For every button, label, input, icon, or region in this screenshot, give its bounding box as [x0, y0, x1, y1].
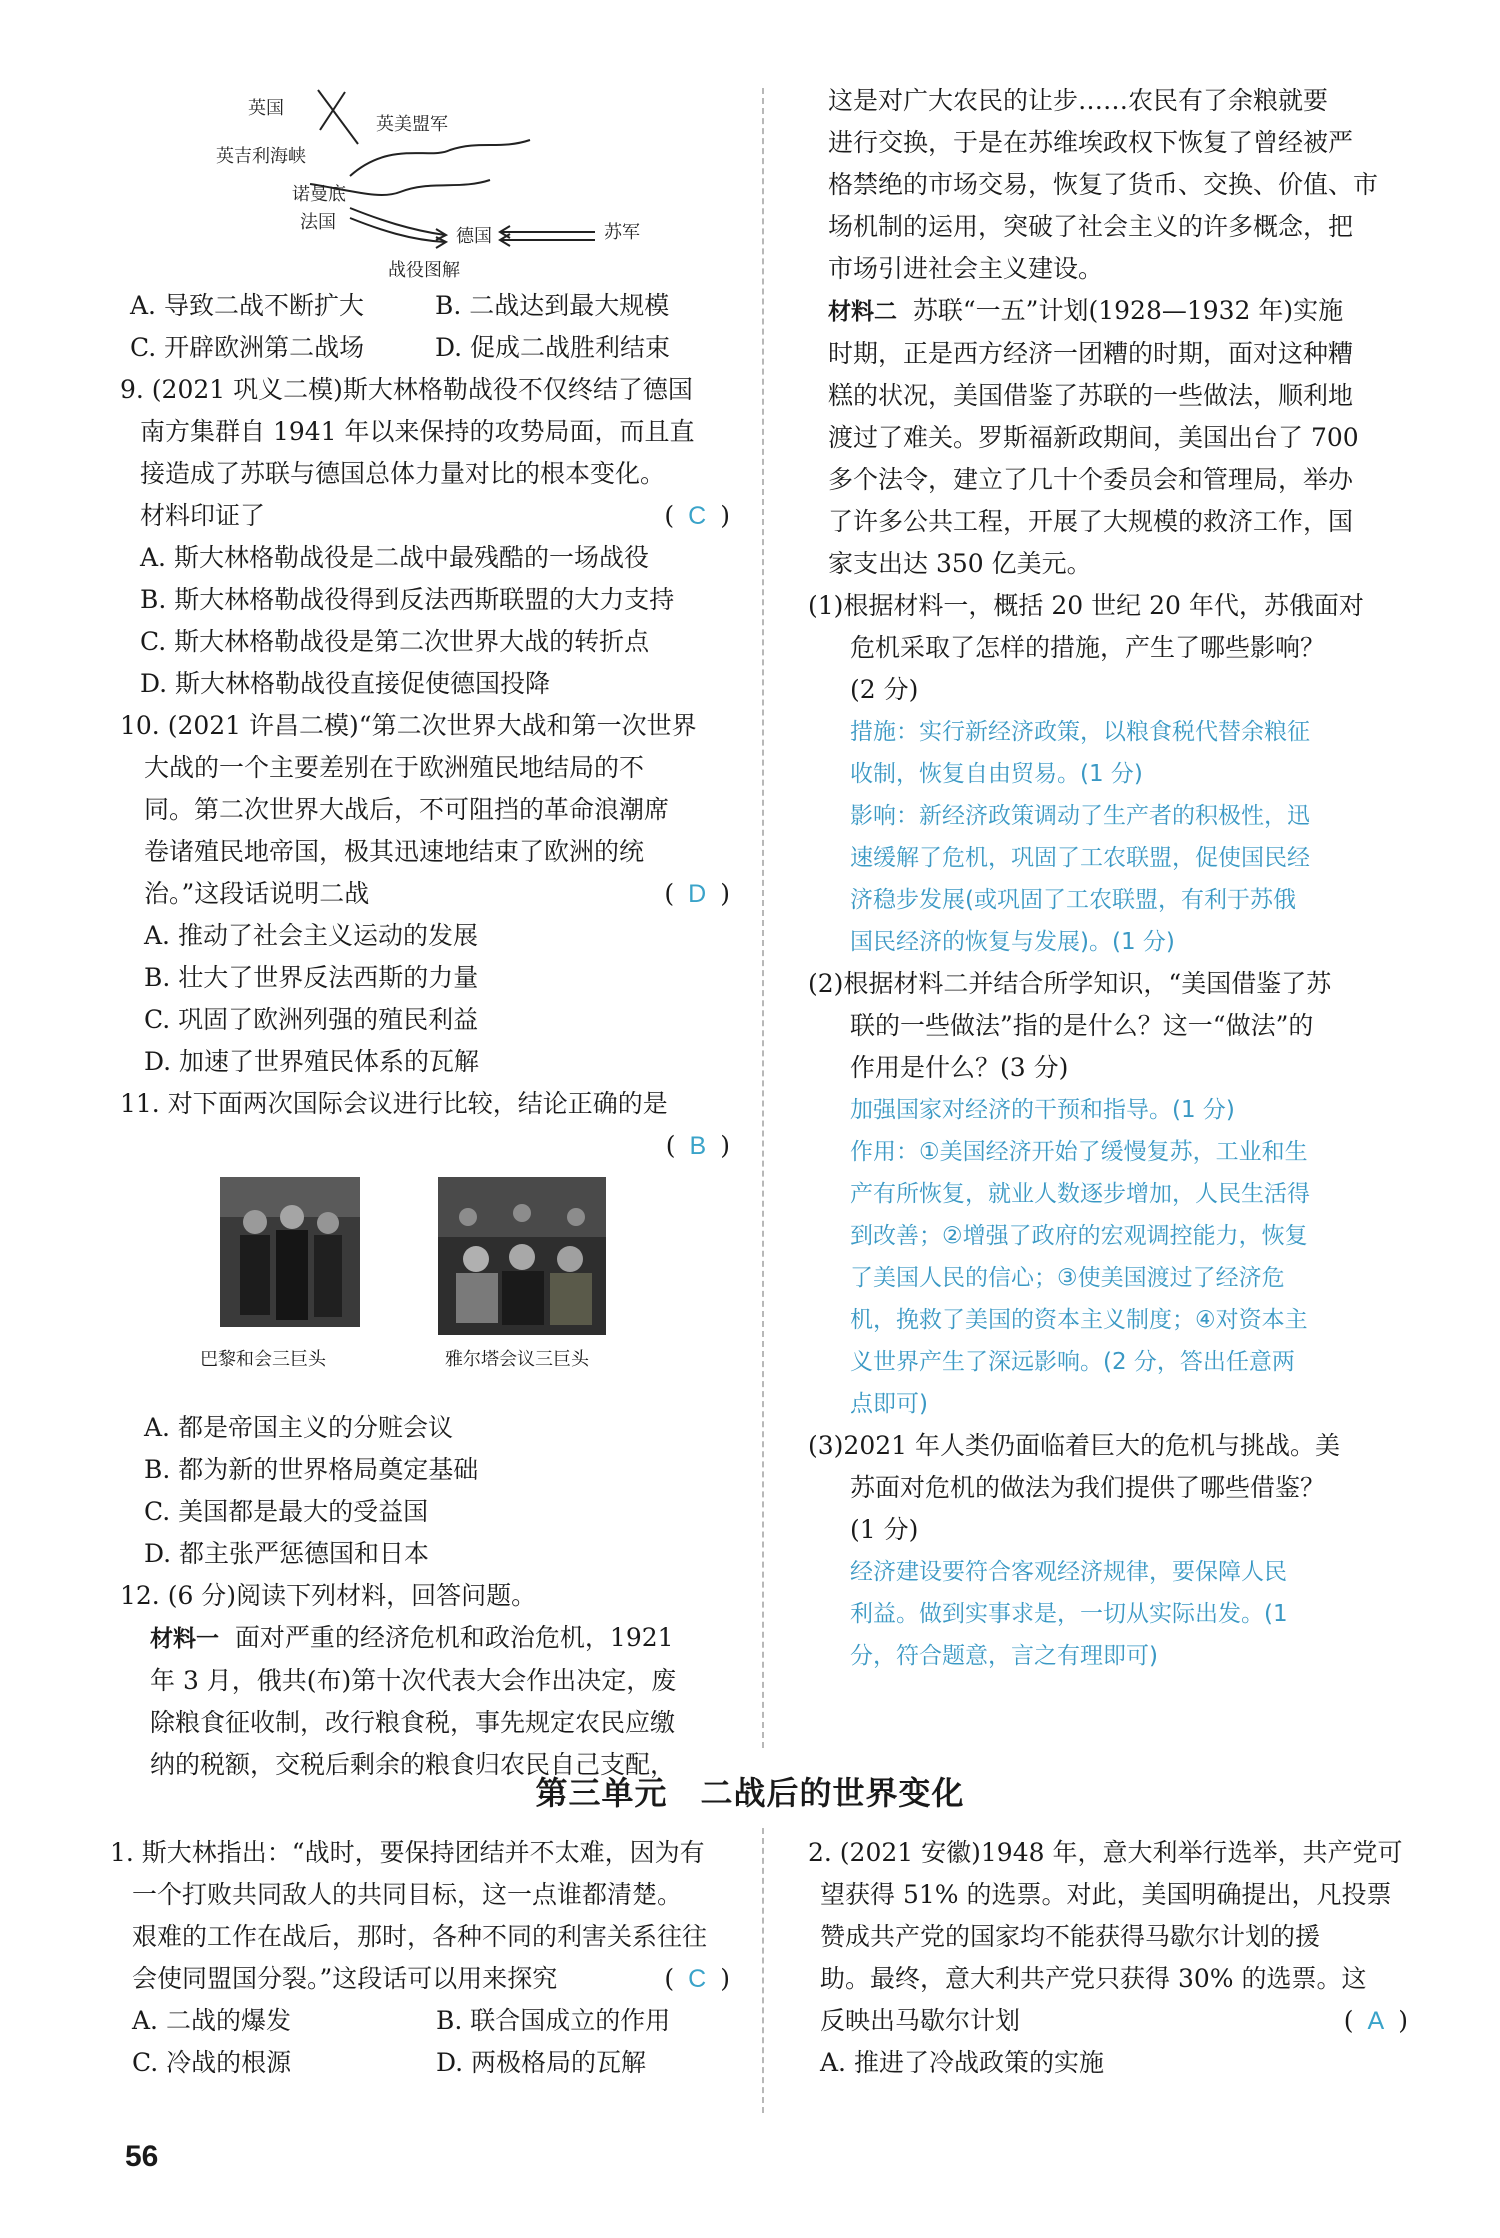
q12-sub3-line3: (1 分) — [850, 1515, 919, 1544]
q10-option-c[interactable]: C. 巩固了欧洲列强的殖民利益 — [144, 1005, 479, 1034]
q12-sub2-line2: 联的一些做法”指的是什么？这一“做法”的 — [850, 1011, 1314, 1040]
q12-answer3-line2: 利益。做到实事求是，一切从实际出发。(1 — [850, 1601, 1288, 1627]
q12-material1-line9: 市场引进社会主义建设。 — [828, 254, 1104, 283]
q11-option-b[interactable]: B. 都为新的世界格局奠定基础 — [144, 1455, 479, 1484]
u3q2-option-a[interactable]: A. 推进了冷战政策的实施 — [820, 2048, 1104, 2077]
q12-answer2-line4: 到改善；②增强了政府的宏观调控能力，恢复 — [850, 1223, 1308, 1249]
q9-option-a[interactable]: A. 斯大林格勒战役是二战中最残酷的一场战役 — [140, 543, 649, 572]
diagram-label-france: 法国 — [300, 212, 336, 233]
q12-material1-line7: 格禁绝的市场交易，恢复了货币、交换、价值、市 — [828, 170, 1379, 199]
u3q1-options-row1 — [120, 2000, 740, 2042]
q12-answer2-line1: 加强国家对经济的干预和指导。(1 分) — [850, 1097, 1235, 1123]
q12-material1-line1: 面对严重的经济危机和政治危机，1921 — [234, 1623, 674, 1652]
unit3-left-column — [110, 1832, 740, 2084]
q12-material1-line5: 这是对广大农民的让步……农民有了余粮就要 — [828, 86, 1329, 115]
u3q1-answer: C — [688, 1965, 707, 1993]
q12-answer2-line7: 义世界产生了深远影响。(2 分，答出任意两 — [850, 1349, 1295, 1375]
u3q1-option-b[interactable]: B. 联合国成立的作用 — [436, 2006, 671, 2035]
q12-answer3-line1: 经济建设要符合客观经济规律，要保障人民 — [850, 1559, 1287, 1585]
question-10 — [120, 705, 740, 1083]
q8-option-a[interactable]: A. 导致二战不断扩大 — [130, 291, 364, 320]
u3q1-stem-line2: 一个打败共同敌人的共同目标，这一点谁都清楚。 — [132, 1880, 683, 1909]
caption-paris-peace-conference: 巴黎和会三巨头 — [200, 1349, 326, 1370]
u3q2-stem-line4: 助。最终，意大利共产党只获得 30% 的选票。这 — [820, 1964, 1367, 1993]
q12-stem-line1: 12. (6 分)阅读下列材料，回答问题。 — [120, 1581, 537, 1610]
q10-answer: D — [688, 880, 707, 908]
q12-material2-line1: 苏联“一五”计划(1928—1932 年)实施 — [912, 296, 1344, 325]
column-divider-bottom — [762, 1828, 764, 2113]
q9-stem-line4: 材料印证了 — [140, 501, 266, 530]
q9-option-b[interactable]: B. 斯大林格勒战役得到反法西斯联盟的大力支持 — [140, 585, 675, 614]
q8-option-b[interactable]: B. 二战达到最大规模 — [435, 291, 670, 320]
page-number: 56 — [125, 2140, 159, 2173]
q12-answer1-line1: 措施：实行新经济政策，以粮食税代替余粮征 — [850, 719, 1310, 745]
diagram-label-ussr: 苏军 — [604, 222, 640, 243]
yalta-conference-photo — [438, 1177, 606, 1335]
q12-material2-line5: 多个法令，建立了几十个委员会和管理局，举办 — [828, 465, 1354, 494]
u3q1-option-d[interactable]: D. 两极格局的瓦解 — [436, 2048, 647, 2077]
q8-options-row1 — [120, 285, 740, 327]
u3q2-stem-line2: 望获得 51% 的选票。对此，美国明确提出，凡投票 — [820, 1880, 1392, 1909]
u3q1-stem-line1: 1. 斯大林指出：“战时，要保持团结并不太难，因为有 — [110, 1838, 705, 1867]
q12-material2-line6: 了许多公共工程，开展了大规模的救济工作，国 — [828, 507, 1354, 536]
u3q1-option-c[interactable]: C. 冷战的根源 — [132, 2048, 292, 2077]
column-divider-top — [762, 88, 764, 1748]
u3q2-answer-slot: ( A ) — [1343, 2006, 1408, 2035]
q9-answer: C — [688, 502, 707, 530]
right-column — [808, 0, 1418, 1677]
question-12-left — [120, 1575, 740, 1786]
q12-answer2-line3: 产有所恢复，就业人数逐步增加，人民生活得 — [850, 1181, 1310, 1207]
q12-material1-line8: 场机制的运用，突破了社会主义的许多概念，把 — [828, 212, 1354, 241]
q9-option-c[interactable]: C. 斯大林格勒战役是第二次世界大战的转折点 — [140, 627, 650, 656]
u3q1-stem-line4: 会使同盟国分裂。”这段话可以用来探究 — [132, 1964, 558, 1993]
q12-answer1-line6: 国民经济的恢复与发展)。(1 分) — [850, 929, 1175, 955]
q10-option-b[interactable]: B. 壮大了世界反法西斯的力量 — [144, 963, 479, 992]
q12-answer1-line4: 速缓解了危机，巩固了工农联盟，促使国民经 — [850, 845, 1310, 871]
q12-sub1-line3: (2 分) — [850, 675, 919, 704]
q12-sub1-line2: 危机采取了怎样的措施，产生了哪些影响？ — [850, 633, 1326, 662]
q12-answer3-line3: 分，符合题意，言之有理即可) — [850, 1643, 1158, 1669]
u3q1-option-a[interactable]: A. 二战的爆发 — [132, 2006, 291, 2035]
u3q2-stem-line3: 赞成共产党的国家均不能获得马歇尔计划的援 — [820, 1922, 1321, 1951]
q12-answer2-line2: 作用：①美国经济开始了缓慢复苏，工业和生 — [850, 1139, 1308, 1165]
u3q2-stem-line5: 反映出马歇尔计划 — [820, 2006, 1021, 2035]
question-9 — [120, 369, 740, 705]
q12-material1-line4: 纳的税额，交税后剩余的粮食归农民自己支配， — [150, 1750, 676, 1779]
q12-sub2-line1: (2)根据材料二并结合所学知识，“美国借鉴了苏 — [808, 969, 1332, 998]
q10-option-a[interactable]: A. 推动了社会主义运动的发展 — [144, 921, 478, 950]
q12-sub2-line3: 作用是什么？(3 分) — [850, 1053, 1069, 1082]
q10-stem-line2: 大战的一个主要差别在于欧洲殖民地结局的不 — [144, 753, 645, 782]
q9-stem-line1: 9. (2021 巩义二模)斯大林格勒战役不仅终结了德国 — [120, 375, 693, 404]
q11-option-c[interactable]: C. 美国都是最大的受益国 — [144, 1497, 429, 1526]
q12-answer2-line5: 了美国人民的信心；③使美国渡过了经济危 — [850, 1265, 1285, 1291]
q12-answer1-line3: 影响：新经济政策调动了生产者的积极性，迅 — [850, 803, 1310, 829]
q9-option-d[interactable]: D. 斯大林格勒战役直接促使德国投降 — [140, 669, 551, 698]
q10-answer-slot: ( D ) — [664, 879, 730, 908]
u3q2-answer: A — [1367, 2007, 1385, 2035]
q9-stem-line3: 接造成了苏联与德国总体力量对比的根本变化。 — [140, 459, 666, 488]
u3q1-options-row2 — [120, 2042, 740, 2084]
q12-material1-label: 材料一 — [150, 1626, 219, 1652]
diagram-label-germany: 德国 — [456, 226, 492, 247]
diagram-label-normandy: 诺曼底 — [292, 184, 346, 205]
q12-material1-line3: 除粮食征收制，改行粮食税，事先规定农民应缴 — [150, 1708, 676, 1737]
unit3-question-1 — [110, 1832, 740, 2084]
q12-answer1-line2: 收制，恢复自由贸易。(1 分) — [850, 761, 1143, 787]
q11-option-d[interactable]: D. 都主张严惩德国和日本 — [144, 1539, 430, 1568]
unit-title: 第三单元 二战后的世界变化 — [535, 1774, 965, 1812]
q12-material1-line2: 年 3 月，俄共(布)第十次代表大会作出决定，废 — [150, 1666, 677, 1695]
q12-material2-line7: 家支出达 350 亿美元。 — [828, 549, 1092, 578]
diagram-label-allies: 英美盟军 — [376, 114, 448, 135]
diagram-label-channel: 英吉利海峡 — [216, 146, 306, 167]
q12-material2-line3: 糕的状况，美国借鉴了苏联的一些做法，顺利地 — [828, 381, 1354, 410]
q8-option-d[interactable]: D. 促成二战胜利结束 — [435, 333, 671, 362]
question-11 — [120, 1083, 740, 1575]
u3q2-stem-line1: 2. (2021 安徽)1948 年，意大利举行选举，共产党可 — [808, 1838, 1403, 1867]
q12-sub1-line1: (1)根据材料一，概括 20 世纪 20 年代，苏俄面对 — [808, 591, 1364, 620]
q12-answer2-line6: 机，挽救了美国的资本主义制度；④对资本主 — [850, 1307, 1308, 1333]
u3q1-stem-line3: 艰难的工作在战后，那时，各种不同的利害关系往往 — [132, 1922, 708, 1951]
q12-material2-label: 材料二 — [828, 299, 897, 325]
u3q1-answer-slot: ( C ) — [664, 1964, 730, 1993]
q10-option-d[interactable]: D. 加速了世界殖民体系的瓦解 — [144, 1047, 480, 1076]
unit3-question-2 — [808, 1832, 1418, 2084]
q10-stem-line1: 10. (2021 许昌二模)“第二次世界大战和第一次世界 — [120, 711, 697, 740]
left-column — [120, 0, 740, 1786]
q8-options-row2 — [120, 327, 740, 369]
q10-stem-line3: 同。第二次世界大战后，不可阻挡的革命浪潮席 — [144, 795, 670, 824]
q10-stem-line5: 治。”这段话说明二战 — [144, 879, 370, 908]
q12-material1-line6: 进行交换，于是在苏维埃政权下恢复了曾经被严 — [828, 128, 1354, 157]
q12-answer2-line8: 点即可) — [850, 1391, 928, 1417]
q11-answer: B — [689, 1132, 707, 1160]
caption-yalta-conference: 雅尔塔会议三巨头 — [445, 1349, 589, 1370]
q11-option-a[interactable]: A. 都是帝国主义的分赃会议 — [144, 1413, 453, 1442]
q10-stem-line4: 卷诸殖民地帝国，极其迅速地结束了欧洲的统 — [144, 837, 645, 866]
q11-answer-slot: ( B ) — [665, 1131, 730, 1160]
q9-stem-line2: 南方集群自 1941 年以来保持的攻势局面，而且直 — [140, 417, 695, 446]
q12-sub3-line2: 苏面对危机的做法为我们提供了哪些借鉴？ — [850, 1473, 1326, 1502]
diagram-caption: 战役图解 — [388, 260, 460, 280]
q12-answer1-line5: 济稳步发展(或巩固了工农联盟，有利于苏俄 — [850, 887, 1296, 913]
q8-option-c[interactable]: C. 开辟欧洲第二战场 — [130, 333, 365, 362]
q12-material2-line2: 时期，正是西方经济一团糟的时期，面对这种糟 — [828, 339, 1354, 368]
unit3-right-column — [808, 1832, 1418, 2084]
q11-stem-line1: 11. 对下面两次国际会议进行比较，结论正确的是 — [120, 1089, 668, 1118]
q9-answer-slot: ( C ) — [664, 501, 730, 530]
paris-peace-conference-photo — [220, 1177, 360, 1327]
q12-material2-line4: 渡过了难关。罗斯福新政期间，美国出台了 700 — [828, 423, 1359, 452]
q12-sub3-line1: (3)2021 年人类仍面临着巨大的危机与挑战。美 — [808, 1431, 1340, 1460]
diagram-label-uk: 英国 — [248, 98, 284, 119]
q11-photos — [120, 1177, 740, 1407]
